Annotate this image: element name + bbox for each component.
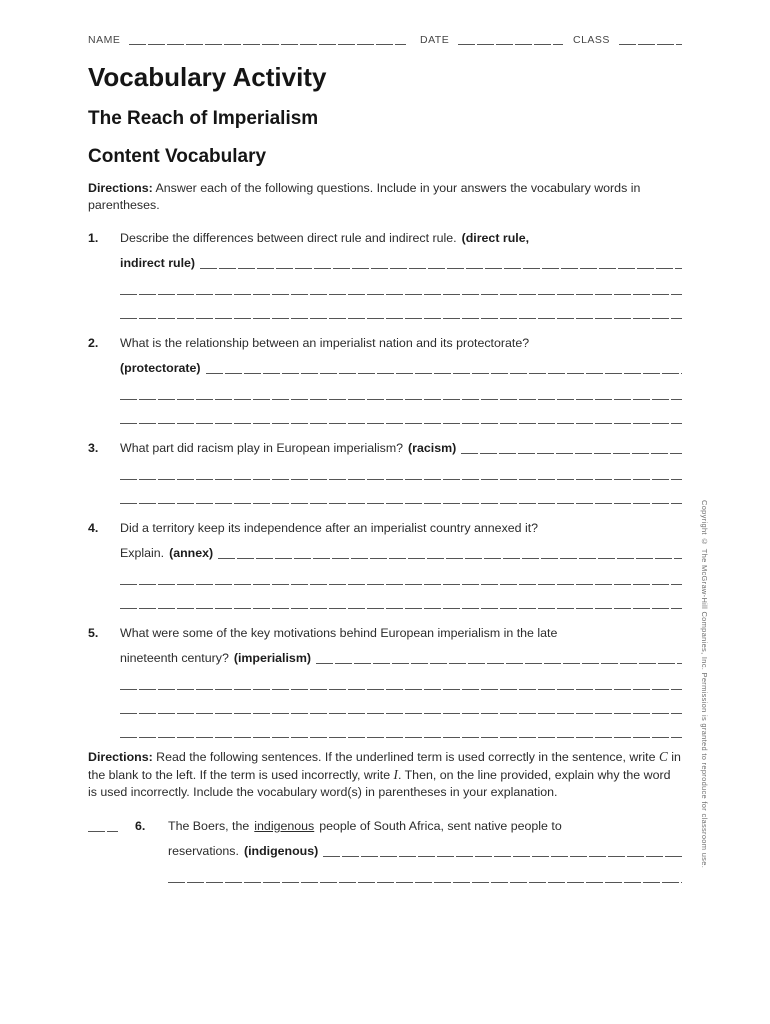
question-4-text-2: Explain.: [120, 546, 165, 561]
directions-2-italic-c: C: [658, 749, 668, 765]
name-blank-line: [129, 41, 406, 45]
question-4-text-line-1: [120, 516, 682, 541]
question-1-number: 1.: [88, 231, 99, 246]
answer-line: [120, 376, 682, 400]
section-title: Content Vocabulary: [88, 146, 267, 167]
question-4: [88, 516, 682, 609]
class-blank-line: [619, 41, 682, 45]
question-3-text: What part did racism play in European imperialism?: [120, 441, 404, 456]
directions-2-label: Directions:: [88, 750, 153, 765]
question-4-number: 4.: [88, 521, 99, 536]
answer-line: [323, 853, 682, 857]
question-6-underlined-term: indigenous: [254, 818, 315, 833]
answer-line: [120, 271, 682, 295]
question-5-text-line-1: [120, 621, 682, 646]
activity-title: Vocabulary Activity: [88, 62, 327, 92]
question-3-vocab-term: (racism): [408, 441, 457, 456]
question-6-text-3: reservations.: [168, 843, 239, 858]
question-6-text-line-1: [168, 814, 682, 839]
answer-line: [218, 555, 682, 559]
question-5-text-2: nineteenth century?: [120, 651, 229, 666]
date-label: DATE: [420, 34, 450, 46]
directions-2-text-2: in the blank to the left. If the term is used incorrectly, write: [88, 750, 681, 783]
question-5-text: What were some of the key motivations behind European imperialism in the late: [120, 626, 558, 641]
question-6-text-1: The Boers, the: [168, 818, 250, 833]
answer-line: [206, 370, 682, 374]
answer-line: [316, 660, 682, 664]
date-blank-line: [458, 41, 563, 45]
question-1-text: Describe the differences between direct rule and indirect rule.: [120, 231, 457, 246]
question-4-vocab-term: (annex): [169, 546, 214, 561]
chapter-title: The Reach of Imperialism: [88, 108, 319, 129]
question-6-text-2: people of South Africa, sent native people to: [319, 818, 562, 833]
question-3-number: 3.: [88, 441, 99, 456]
question-1-text-line-1: [120, 226, 682, 251]
question-2: [88, 331, 682, 424]
question-6: [88, 814, 682, 883]
question-2-text-line-1: [120, 331, 682, 356]
answer-line: [120, 480, 682, 504]
question-1: [88, 226, 682, 319]
directions-2-text-3: . Then, on the line provided, explain why the word is used incorrectly. Include the vocabulary word(s) in parentheses in your explanation.: [88, 768, 671, 800]
question-2-text: What is the relationship between an imperialist nation and its protectorate?: [120, 336, 530, 351]
class-label: CLASS: [573, 34, 610, 46]
question-2-number: 2.: [88, 336, 99, 351]
answer-line: [120, 690, 682, 714]
directions-1: [88, 180, 682, 214]
name-label: NAME: [88, 34, 121, 46]
question-3: [88, 436, 682, 504]
question-1-vocab-term-1: (direct rule,: [461, 231, 530, 246]
answer-line: [120, 585, 682, 609]
directions-2: [88, 748, 682, 801]
directions-1-text: Answer each of the following questions. Include in your answers the vocabulary words in parentheses.: [88, 181, 641, 212]
directions-2-text-1: Read the following sentences. If the underlined term is used correctly in the sentence, write: [156, 750, 656, 765]
directions-1-label: Directions:: [88, 181, 153, 195]
answer-line: [200, 265, 682, 269]
copyright-notice: Copyright © The McGraw-Hill Companies, Inc. Permission is granted to reproduce for classroom use.: [700, 500, 709, 869]
answer-line: [120, 295, 682, 319]
question-4-text: Did a territory keep its independence after an imperialist country annexed it?: [120, 521, 539, 536]
question-1-vocab-term-2: indirect rule): [120, 256, 196, 271]
correct-incorrect-blank: [88, 828, 118, 832]
answer-line: [120, 400, 682, 424]
question-6-vocab-term: (indigenous): [243, 843, 319, 858]
question-5-number: 5.: [88, 626, 99, 641]
name-date-class-row: [88, 34, 682, 46]
answer-line: [461, 450, 682, 454]
question-2-vocab-term: (protectorate): [120, 361, 201, 376]
question-6-number: 6.: [135, 818, 146, 833]
question-5-vocab-term: (imperialism): [233, 651, 311, 666]
directions-2-italic-i: I: [393, 767, 398, 783]
answer-line: [120, 714, 682, 738]
question-5: [88, 621, 682, 738]
